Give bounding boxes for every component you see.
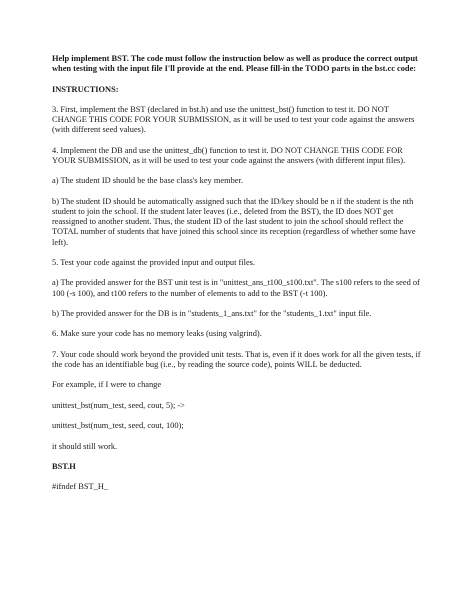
intro-paragraph: Help implement BST. The code must follow the instruction below as well as produce the correct output when testing with the input file I'll provide at the end. Please fill-in the TODO parts in the bst.cc code:	[52, 54, 418, 74]
document-page	[52, 54, 424, 503]
instruction-5b: b) The provided answer for the DB is in "students_1_ans.txt" for the "students_1.txt" input file.	[52, 308, 372, 318]
instructions-heading: INSTRUCTIONS:	[52, 84, 119, 94]
instruction-5: 5. Test your code against the provided input and output files.	[52, 257, 256, 267]
bst-h-heading: BST.H	[52, 461, 76, 471]
instruction-4: 4. Implement the DB and use the unittest_db() function to test it. DO NOT CHANGE THIS CODE FOR YOUR SUBMISSION, as it will be used to test your code against the answers (with different input files).	[52, 145, 406, 165]
instruction-3: 3. First, implement the BST (declared in bst.h) and use the unittest_bst() function to test it. DO NOT CHANGE THIS CODE FOR YOUR SUBMISSION, as it will be used to test your code against the answers (with different seed values).	[52, 104, 415, 135]
example-intro: For example, if I were to change	[52, 380, 162, 390]
instruction-5a: a) The provided answer for the BST unit test is in "unittest_ans_t100_s100.txt". The s100 refers to the seed of 100 (-s 100), and t100 refers to the number of elements to add to the BST (-t 100).	[52, 278, 420, 298]
code-line-ifndef: #ifndef BST_H_	[52, 482, 109, 492]
instruction-4a: a) The student ID should be the base class's key member.	[52, 176, 243, 186]
instruction-7: 7. Your code should work beyond the provided unit tests. That is, even if it does work for all the given tests, if the code has an identifiable bug (i.e., by reading the source code), points WILL be deducted.	[52, 349, 421, 369]
example-code-before: unittest_bst(num_test, seed, cout, 5); ->	[52, 400, 185, 410]
example-conclusion: it should still work.	[52, 441, 118, 451]
instruction-4b: b) The student ID should be automatically assigned such that the ID/key should be n if the student is the nth student to join the school. If the student later leaves (i.e., deleted from the BST), the ID does NOT get reassigned to another student. Thus, the student ID of the last student to join the school should reflect the TOTAL number of students that have joined this school since its reception (regardless of whether some have left).	[52, 196, 416, 247]
instruction-6: 6. Make sure your code has no memory leaks (using valgrind).	[52, 329, 262, 339]
example-code-after: unittest_bst(num_test, seed, cout, 100);	[52, 421, 184, 431]
